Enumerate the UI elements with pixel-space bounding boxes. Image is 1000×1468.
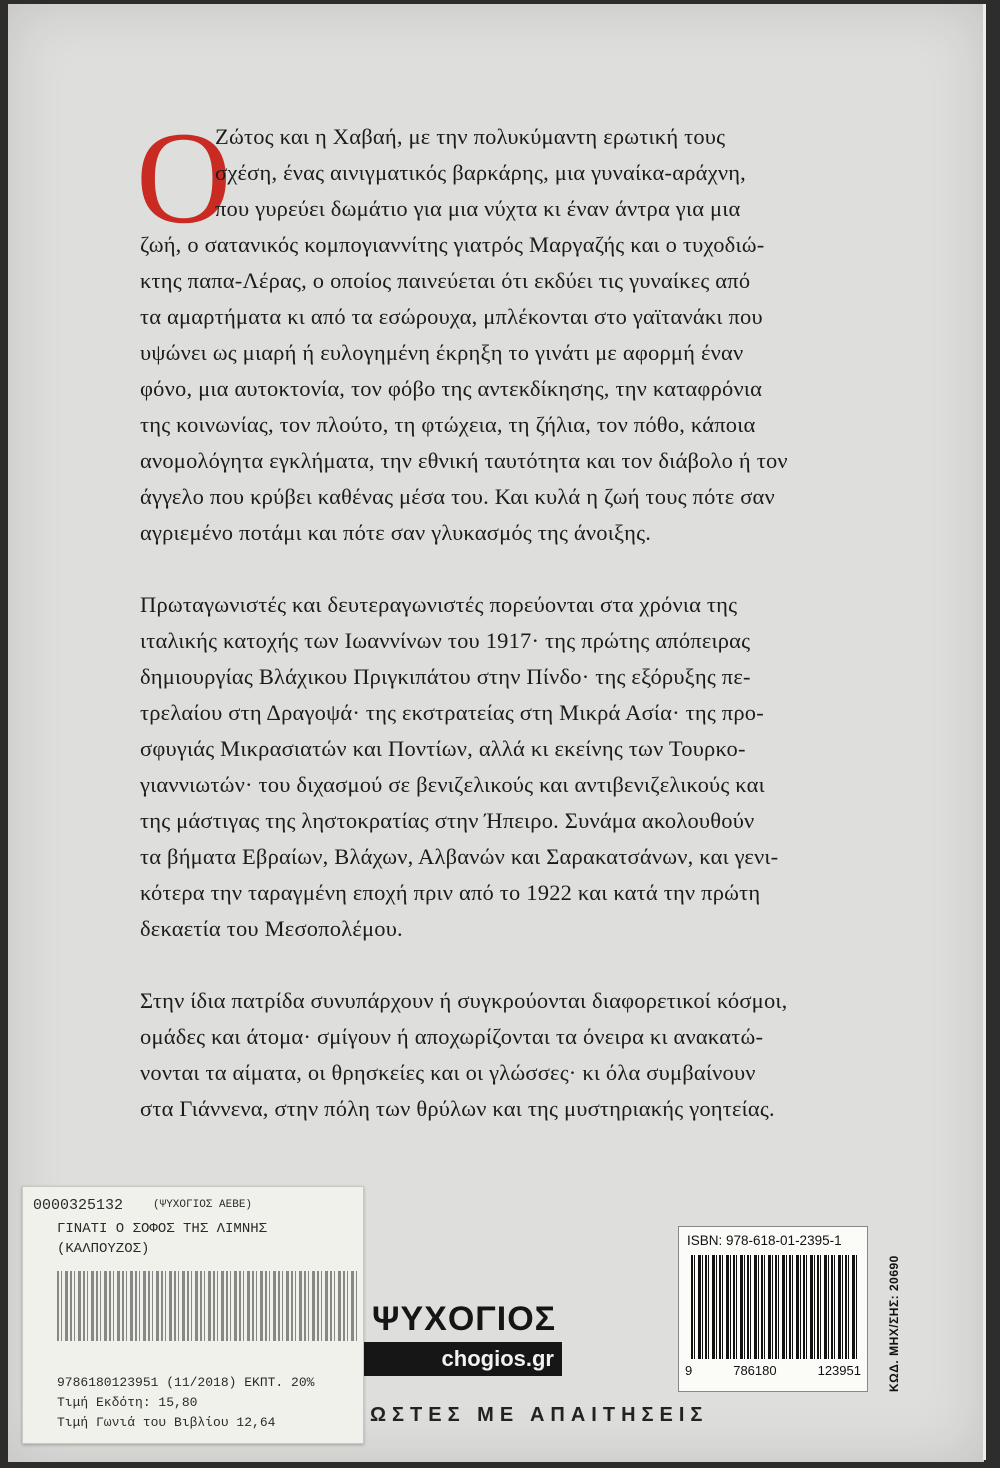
machine-code: ΚΩΔ. ΜΗΧ/ΣΗΣ: 20690 bbox=[887, 1255, 901, 1392]
blurb-line: τα αμαρτήματα κι από τα εσώρουχα, μπλέκονται στο γαϊτανάκι που bbox=[140, 304, 763, 329]
publisher-website: chogios.gr bbox=[360, 1342, 562, 1376]
blurb-line: της μάστιγας της ληστοκρατίας στην Ήπειρο. Συνάμα ακολουθούν bbox=[140, 808, 755, 833]
blurb-line: ιταλικής κατοχής των Ιωαννίνων του 1917· της πρώτης απόπειρας bbox=[140, 628, 751, 653]
isbn-label: ISBN: 978-618-01-2395-1 bbox=[687, 1233, 842, 1248]
blurb-line: δημιουργίας Βλάχικου Πριγκιπάτου στην Πίνδο· της εξόρυξης πε- bbox=[140, 664, 751, 689]
blurb-line: τα βήματα Εβραίων, Βλάχων, Αλβανών και Σαρακατσάνων, και γενι- bbox=[140, 844, 779, 869]
isbn-digit-first: 9 bbox=[685, 1363, 693, 1378]
blurb-line: τρελαίου στη Δραγοψά· της εκστρατείας στη Μικρά Ασία· της προ- bbox=[140, 700, 764, 725]
cover-edge bbox=[983, 4, 986, 1460]
blurb-line: ομάδες και άτομα· σμίγουν ή αποχωρίζονται τα όνειρα κι ανακατώ- bbox=[140, 1024, 764, 1049]
blurb-line: της κοινωνίας, τον πλούτο, τη φτώχεια, τη ζήλια, τον πόθο, κάποια bbox=[140, 412, 756, 437]
blurb-line: σχέση, ένας αινιγματικός βαρκάρης, μια γυναίκα-αράχνη, bbox=[215, 160, 746, 185]
isbn-digits-mid: 786180 bbox=[733, 1363, 777, 1378]
blurb-line: κότερα την ταραγμένη εποχή πριν από το 1922 και κατά την πρώτη bbox=[140, 880, 761, 905]
blurb-line: που γυρεύει δωμάτιο για μια νύχτα κι έναν άντρα για μια bbox=[215, 196, 741, 221]
sticker-isbn-line: 9786180123951 (11/2018) ΕΚΠΤ. 20% bbox=[57, 1375, 315, 1390]
isbn-digits bbox=[685, 1363, 861, 1378]
isbn-digits-last: 123951 bbox=[817, 1363, 861, 1378]
sticker-title: ΓΙΝΑΤΙ Ο ΣΟΦΟΣ ΤΗΣ ΛΙΜΝΗΣ bbox=[57, 1221, 268, 1237]
blurb-line: Στην ίδια πατρίδα συνυπάρχουν ή συγκρούονται διαφορετικοί κόσμοι, bbox=[140, 988, 788, 1013]
blurb-line: δεκαετία του Μεσοπολέμου. bbox=[140, 916, 403, 941]
blurb-line: σφυγιάς Μικρασιατών και Ποντίων, αλλά κι εκείνης των Τουρκο- bbox=[140, 736, 746, 761]
sticker-store-price: Τιμή Γωνιά του Βιβλίου 12,64 bbox=[57, 1415, 276, 1430]
sticker-author: (ΚΑΛΠΟΥΖΟΣ) bbox=[57, 1241, 150, 1257]
blurb-line: γιαννιωτών· του διχασμού σε βενιζελικούς και αντιβενιζελικούς και bbox=[140, 772, 765, 797]
blurb-line: φόνο, μια αυτοκτονία, τον φόβο της αντεκδίκησης, την καταφρόνια bbox=[140, 376, 763, 401]
sticker-publisher-price: Τιμή Εκδότη: 15,80 bbox=[57, 1395, 198, 1410]
blurb-line: αγριεμένο ποτάμι και πότε σαν γλυκασμός της άνοιξης. bbox=[140, 520, 652, 545]
drop-cap: Ο bbox=[136, 104, 232, 251]
blurb-line: στα Γιάννενα, στην πόλη των θρύλων και της μυστηριακής γοητείας. bbox=[140, 1096, 775, 1121]
blurb-line: Πρωταγωνιστές και δευτεραγωνιστές πορεύονται στα χρόνια της bbox=[140, 592, 738, 617]
sticker-barcode bbox=[57, 1271, 357, 1341]
blurb-line: υψώνει ως μιαρή ή ευλογημένη έκρηξη το γινάτι με αφορμή έναν bbox=[140, 340, 744, 365]
isbn-barcode-box bbox=[678, 1226, 868, 1392]
publisher-slogan: ΩΣΤΕΣ ΜΕ ΑΠΑΙΤΗΣΕΙΣ bbox=[370, 1404, 709, 1426]
isbn-barcode bbox=[691, 1255, 857, 1359]
blurb-line: ζωή, ο σατανικός κομπογιαννίτης γιατρός Μαργαζής και ο τυχοδιώ- bbox=[140, 232, 765, 257]
blurb-line: ανομολόγητα εγκλήματα, την εθνική ταυτότητα και τον διάβολο ή τον bbox=[140, 448, 788, 473]
price-sticker bbox=[22, 1186, 364, 1444]
sticker-code: 0000325132 bbox=[33, 1197, 124, 1214]
blurb-line: νονται τα αίματα, οι θρησκείες και οι γλώσσες· κι όλα συμβαίνουν bbox=[140, 1060, 756, 1085]
blurb-line: άγγελο που κρύβει καθένας μέσα του. Και κυλά η ζωή τους πότε σαν bbox=[140, 484, 775, 509]
sticker-publisher: (ΨΥΧΟΓΙΟΣ ΑΕΒΕ) bbox=[153, 1199, 253, 1211]
publisher-name: ΨΥΧΟΓΙΟΣ bbox=[372, 1300, 557, 1338]
blurb-line: κτης παπα-Λέρας, ο οποίος παινεύεται ότι εκδύει τις γυναίκες από bbox=[140, 268, 751, 293]
blurb-line: Ζώτος και η Χαβαή, με την πολυκύμαντη ερωτική τους bbox=[215, 124, 726, 149]
